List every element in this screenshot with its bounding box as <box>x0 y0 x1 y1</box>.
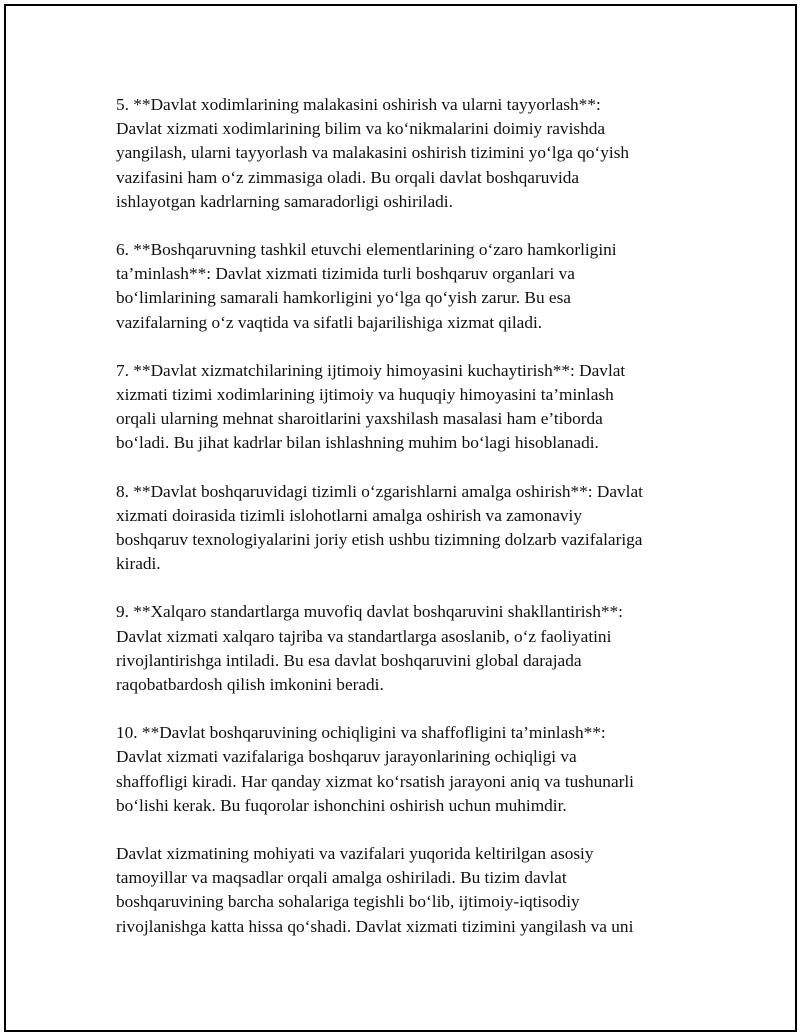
paragraph-conclusion: Davlat xizmatining mohiyati va vazifalari yuqorida keltirilgan asosiy tamoyillar va maqsadlar orqali amalga oshiriladi. Bu tizim davlat boshqaruvining barcha sohalariga tegishli bo‘lib, ijtimoiy-iqtisodiy rivojlanishga katta hissa qo‘shadi. Davlat xizmati tizimini yangilash va uni <box>116 844 634 936</box>
page-body <box>116 93 686 963</box>
paragraph-item-9: 9. **Xalqaro standartlarga muvofiq davlat boshqaruvini shakllantirish**: Davlat xizmati xalqaro tajriba va standartlarga asoslanib, o‘z faoliyatini rivojlantirishga intiladi. Bu esa davlat boshqaruvini global darajada raqobatbardosh qilish imkonini beradi. <box>116 602 623 695</box>
paragraph-item-7: 7. **Davlat xizmatchilarining ijtimoiy himoyasini kuchaytirish**: Davlat xizmati tizimi xodimlarining ijtimoiy va huquqiy himoyasini ta’minlash orqali ularning mehnat sharoitlarini yaxshilash masalasi ham e’tiborda bo‘ladi. Bu jihat kadrlar bilan ishlashning muhim bo‘lagi hisoblanadi. <box>116 360 626 453</box>
paragraph-item-6: 6. **Boshqaruvning tashkil etuvchi elementlarining o‘zaro hamkorligini ta’minlash**: Davlat xizmati tizimida turli boshqaruv organlari va bo‘limlarining samarali hamkorligini yo‘lga qo‘yish zarur. Bu esa vazifalarning o‘z vaqtida va sifatli bajarilishiga xizmat qiladi. <box>116 240 617 332</box>
paragraph-item-8: 8. **Davlat boshqaruvidagi tizimli o‘zgarishlarni amalga oshirish**: Davlat xizmati doirasida tizimli islohotlarni amalga oshirish va zamonaviy boshqaruv texnologiyalarini joriy etish ushbu tizimning dolzarb vazifalariga kiradi. <box>116 481 643 574</box>
paragraph-item-10: 10. **Davlat boshqaruvining ochiqligini va shaffofligini ta’minlash**: Davlat xizmati vazifalariga boshqaruv jarayonlarining ochiqligi va shaffofligi kiradi. Har qanday xizmat ko‘rsatish jarayoni aniq va tushunarli bo‘lishi kerak. Bu fuqorolar ishonchini oshirish uchun muhimdir. <box>116 723 634 815</box>
paragraph-item-5: 5. **Davlat xodimlarining malakasini oshirish va ularni tayyorlash**: Davlat xizmati xodimlarining bilim va ko‘nikmalarini doimiy ravishda yangilash, ularni tayyorlash va malakasini oshirish tizimini yo‘lga qo‘yish vazifasini ham o‘z zimmasiga oladi. Bu orqali davlat boshqaruvida ishlayotgan kadrlarning samaradorligi oshiriladi. <box>116 95 630 211</box>
